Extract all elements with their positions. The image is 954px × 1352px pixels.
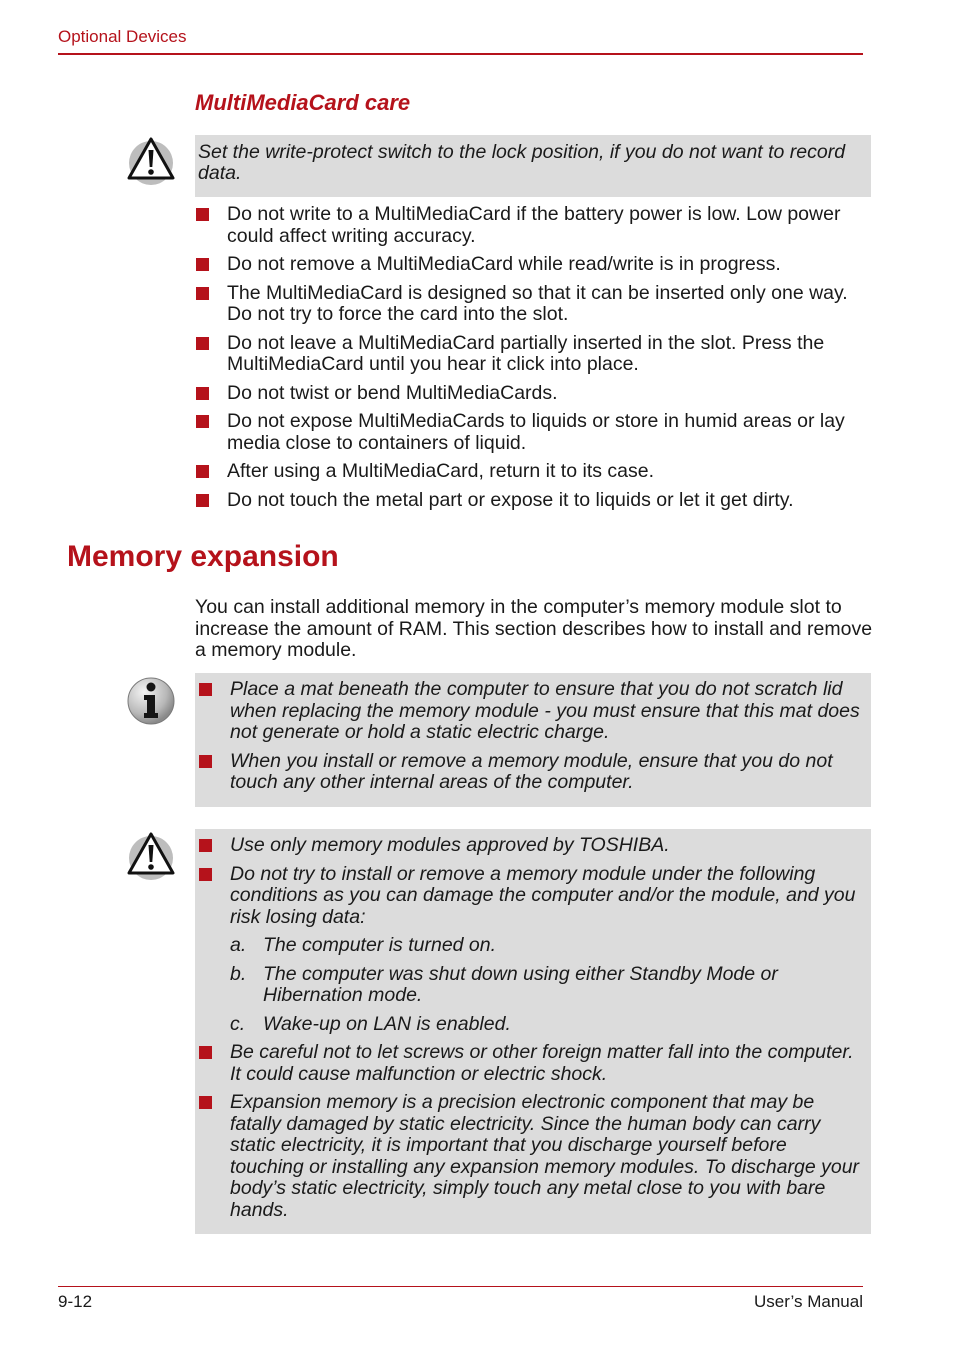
list-item [195,204,875,247]
bullet-square-icon [196,465,209,478]
list-item-text: Be careful not to let screws or other foreign matter fall into the computer. It could cause malfunction or electric shock. [230,1041,854,1085]
care-caution-note [195,135,871,197]
list-item [195,864,865,1036]
list-item [230,964,865,1007]
bullet-square-icon [196,494,209,507]
list-item-text: The MultiMediaCard is designed so that it can be inserted only one way. Do not try to force the card into the slot. [227,281,848,325]
bullet-square-icon [199,683,212,696]
caution-triangle-icon [126,135,176,185]
list-item [195,254,875,276]
list-item-text: Do not try to install or remove a memory module under the following conditions as you can damage the computer and/or the module, and you risk losing data: [230,862,856,928]
caution-triangle-icon [126,830,176,880]
list-item-text: Wake-up on LAN is enabled. [263,1012,511,1035]
list-item-text: Expansion memory is a precision electronic component that may be fatally damaged by static electricity. Since the human body can carry static electricity, it is important that you discharge yourself before touching or installing any expansion memory modules. To discharge your body’s static electricity, simply touch any metal close to you with bare hands. [230,1091,860,1221]
list-letter: b. [230,962,247,985]
list-letter: a. [230,934,247,956]
list-item [230,935,865,957]
memory-caution-note [195,829,871,1234]
list-item-text: Use only memory modules approved by TOSHIBA. [230,834,670,856]
footer-rule [58,1286,863,1287]
list-item [195,383,875,405]
bullet-square-icon [196,387,209,400]
conditions-list [230,935,865,1035]
list-item-text: Do not twist or bend MultiMediaCards. [227,381,558,404]
care-list [195,204,875,518]
bullet-square-icon [199,1046,212,1059]
page-number: 9-12 [58,1292,93,1311]
list-item-text: When you install or remove a memory module, ensure that you do not touch any other internal areas of the computer. [230,749,833,793]
bullet-square-icon [196,258,209,271]
header-rule [58,53,863,55]
care-heading: MultiMediaCard care [195,90,411,115]
list-item-text: Place a mat beneath the computer to ensure that you do not scratch lid when replacing the memory module - you must ensure that this mat does not generate or hold a static electric charge. [230,678,860,743]
bullet-square-icon [196,337,209,350]
list-item [195,283,875,326]
intro-paragraph: You can install additional memory in the computer’s memory module slot to increase the amount of RAM. This section describes how to install and remove a memory module. [195,596,873,661]
list-item [195,461,875,483]
info-list [195,679,865,794]
running-header: Optional Devices [58,27,187,46]
list-item [195,1092,865,1221]
list-item-text: Do not touch the metal part or expose it to liquids or let it get dirty. [227,488,794,511]
list-item-text: Do not expose MultiMediaCards to liquids or store in humid areas or lay media close to containers of liquid. [227,410,845,454]
list-item [195,411,875,454]
list-item [195,835,865,857]
section-heading: Memory expansion [67,540,339,573]
list-item-text: The computer was shut down using either Standby Mode or Hibernation mode. [263,962,778,1006]
list-item-text: Do not write to a MultiMediaCard if the battery power is low. Low power could affect writing accuracy. [227,203,841,247]
bullet-square-icon [196,287,209,300]
list-item [195,1042,865,1085]
list-item [195,679,865,744]
info-icon [126,675,176,725]
manual-title: User’s Manual [754,1292,863,1311]
list-item-text: Do not remove a MultiMediaCard while read/write is in progress. [227,253,781,275]
bullet-square-icon [199,868,212,881]
list-item [230,1014,865,1036]
list-item [195,751,865,794]
caution-list [195,835,865,1221]
list-item [195,333,875,376]
list-item-text: Do not leave a MultiMediaCard partially inserted in the slot. Press the MultiMediaCard until you hear it click into place. [227,331,825,375]
bullet-square-icon [196,415,209,428]
bullet-square-icon [199,839,212,852]
list-item-text: After using a MultiMediaCard, return it to its case. [227,460,655,482]
list-letter: c. [230,1012,246,1035]
bullet-square-icon [199,1096,212,1109]
info-note [195,673,871,807]
list-item [195,490,875,512]
care-caution-text: Set the write-protect switch to the lock position, if you do not want to record data. [198,141,846,184]
bullet-square-icon [199,755,212,768]
bullet-square-icon [196,208,209,221]
list-item-text: The computer is turned on. [263,934,497,956]
